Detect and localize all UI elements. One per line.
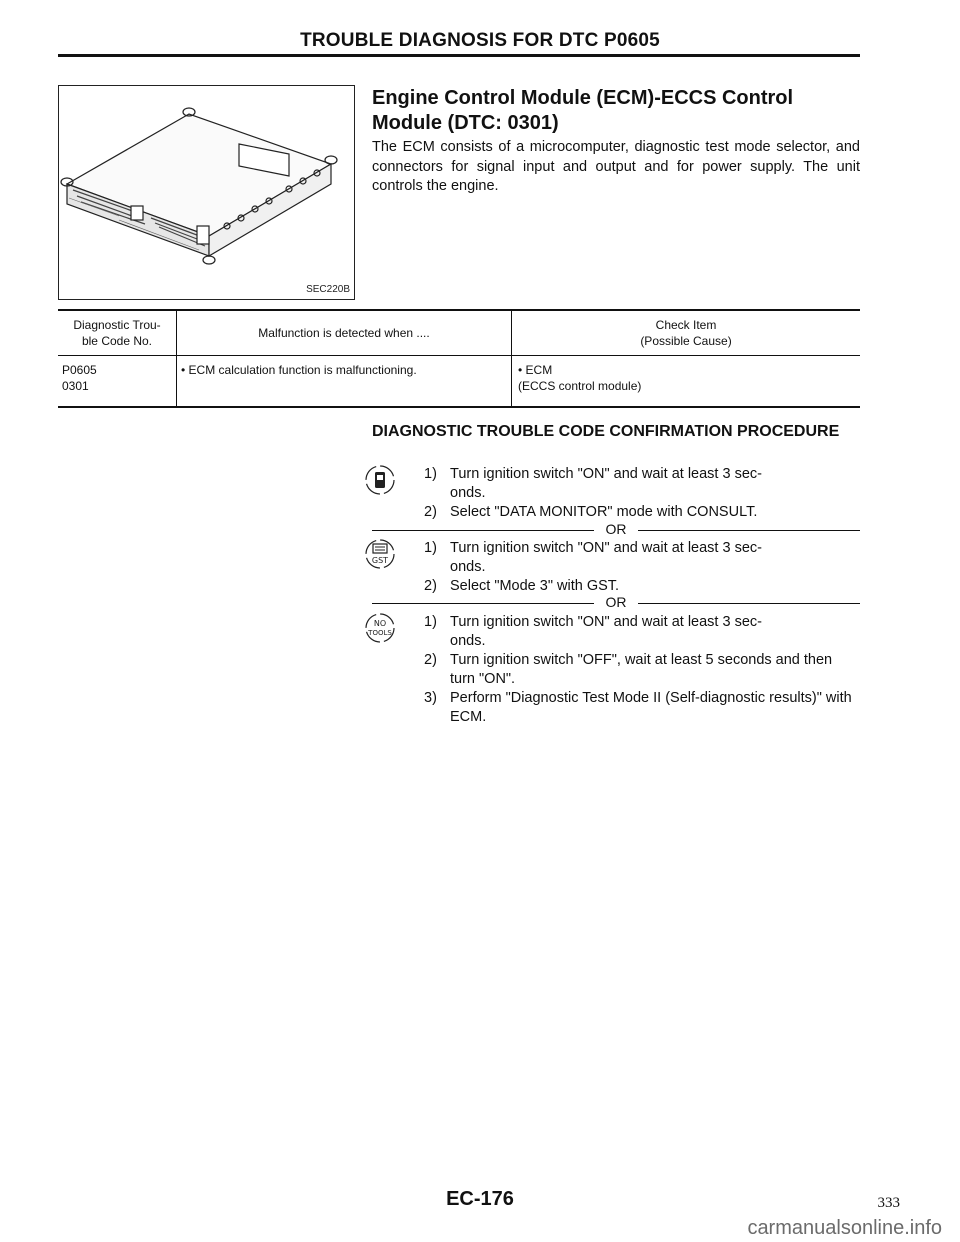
watermark: carmanualsonline.info	[747, 1217, 942, 1239]
list-item: 3) Perform "Diagnostic Test Mode II (Self-diagnostic results)" with ECM.	[424, 690, 852, 725]
or-separator: OR	[372, 594, 860, 610]
or-separator: OR	[372, 521, 860, 537]
consult-procedure	[372, 465, 860, 522]
list-item: 2) Select "DATA MONITOR" mode with CONSULT.	[424, 504, 758, 520]
header-malfunction: Malfunction is detected when ....	[177, 310, 512, 356]
ecm-section-heading: Engine Control Module (ECM)-ECCS Control Module (DTC: 0301)	[372, 87, 794, 134]
list-item: GST 1) Turn ignition switch "ON" and wait at least 3 sec- onds.	[372, 539, 860, 577]
ecm-description: The ECM consists of a microcomputer, diagnostic test mode selector, and connectors for signal input and output and for power supply. The unit controls the engine.	[372, 139, 860, 194]
page-number: 333	[877, 1195, 900, 1211]
header-code: Diagnostic Trou- ble Code No.	[58, 310, 177, 356]
table-header-row	[58, 310, 860, 356]
section-page-code: EC-176	[446, 1188, 514, 1210]
cell-malfunction: • ECM calculation function is malfunctioning.	[177, 356, 512, 408]
no-tools-icon	[364, 611, 396, 645]
gst-icon	[364, 537, 396, 571]
title-rule	[58, 54, 860, 57]
svg-text:GST: GST	[371, 556, 389, 565]
table-row	[58, 356, 860, 408]
gst-procedure	[372, 539, 860, 596]
ecm-figure	[58, 85, 355, 300]
header-check-item: Check Item (Possible Cause)	[512, 310, 861, 356]
list-item: 2) Turn ignition switch "OFF", wait at least 5 seconds and then turn "ON".	[424, 652, 833, 687]
page-title: TROUBLE DIAGNOSIS FOR DTC P0605	[300, 30, 660, 51]
list-item: 2) Select "Mode 3" with GST.	[424, 578, 620, 594]
consult-icon	[364, 463, 396, 497]
ecm-unit-illustration	[59, 86, 356, 301]
cell-check-item: • ECM (ECCS control module)	[512, 356, 861, 408]
svg-text:TOOLS: TOOLS	[368, 629, 392, 637]
svg-text:NO: NO	[373, 619, 387, 628]
dtc-table	[58, 309, 860, 408]
list-item: NO TOOLS 1) Turn ignition switch "ON" and wait at least 3 sec- onds.	[372, 613, 860, 651]
figure-code: SEC220B	[306, 284, 350, 295]
list-item: 1) Turn ignition switch "ON" and wait at least 3 sec- onds.	[372, 465, 860, 503]
procedure-heading: DIAGNOSTIC TROUBLE CODE CONFIRMATION PROCEDURE	[372, 423, 840, 440]
no-tools-procedure	[368, 613, 860, 727]
cell-code: P0605 0301	[58, 356, 177, 408]
